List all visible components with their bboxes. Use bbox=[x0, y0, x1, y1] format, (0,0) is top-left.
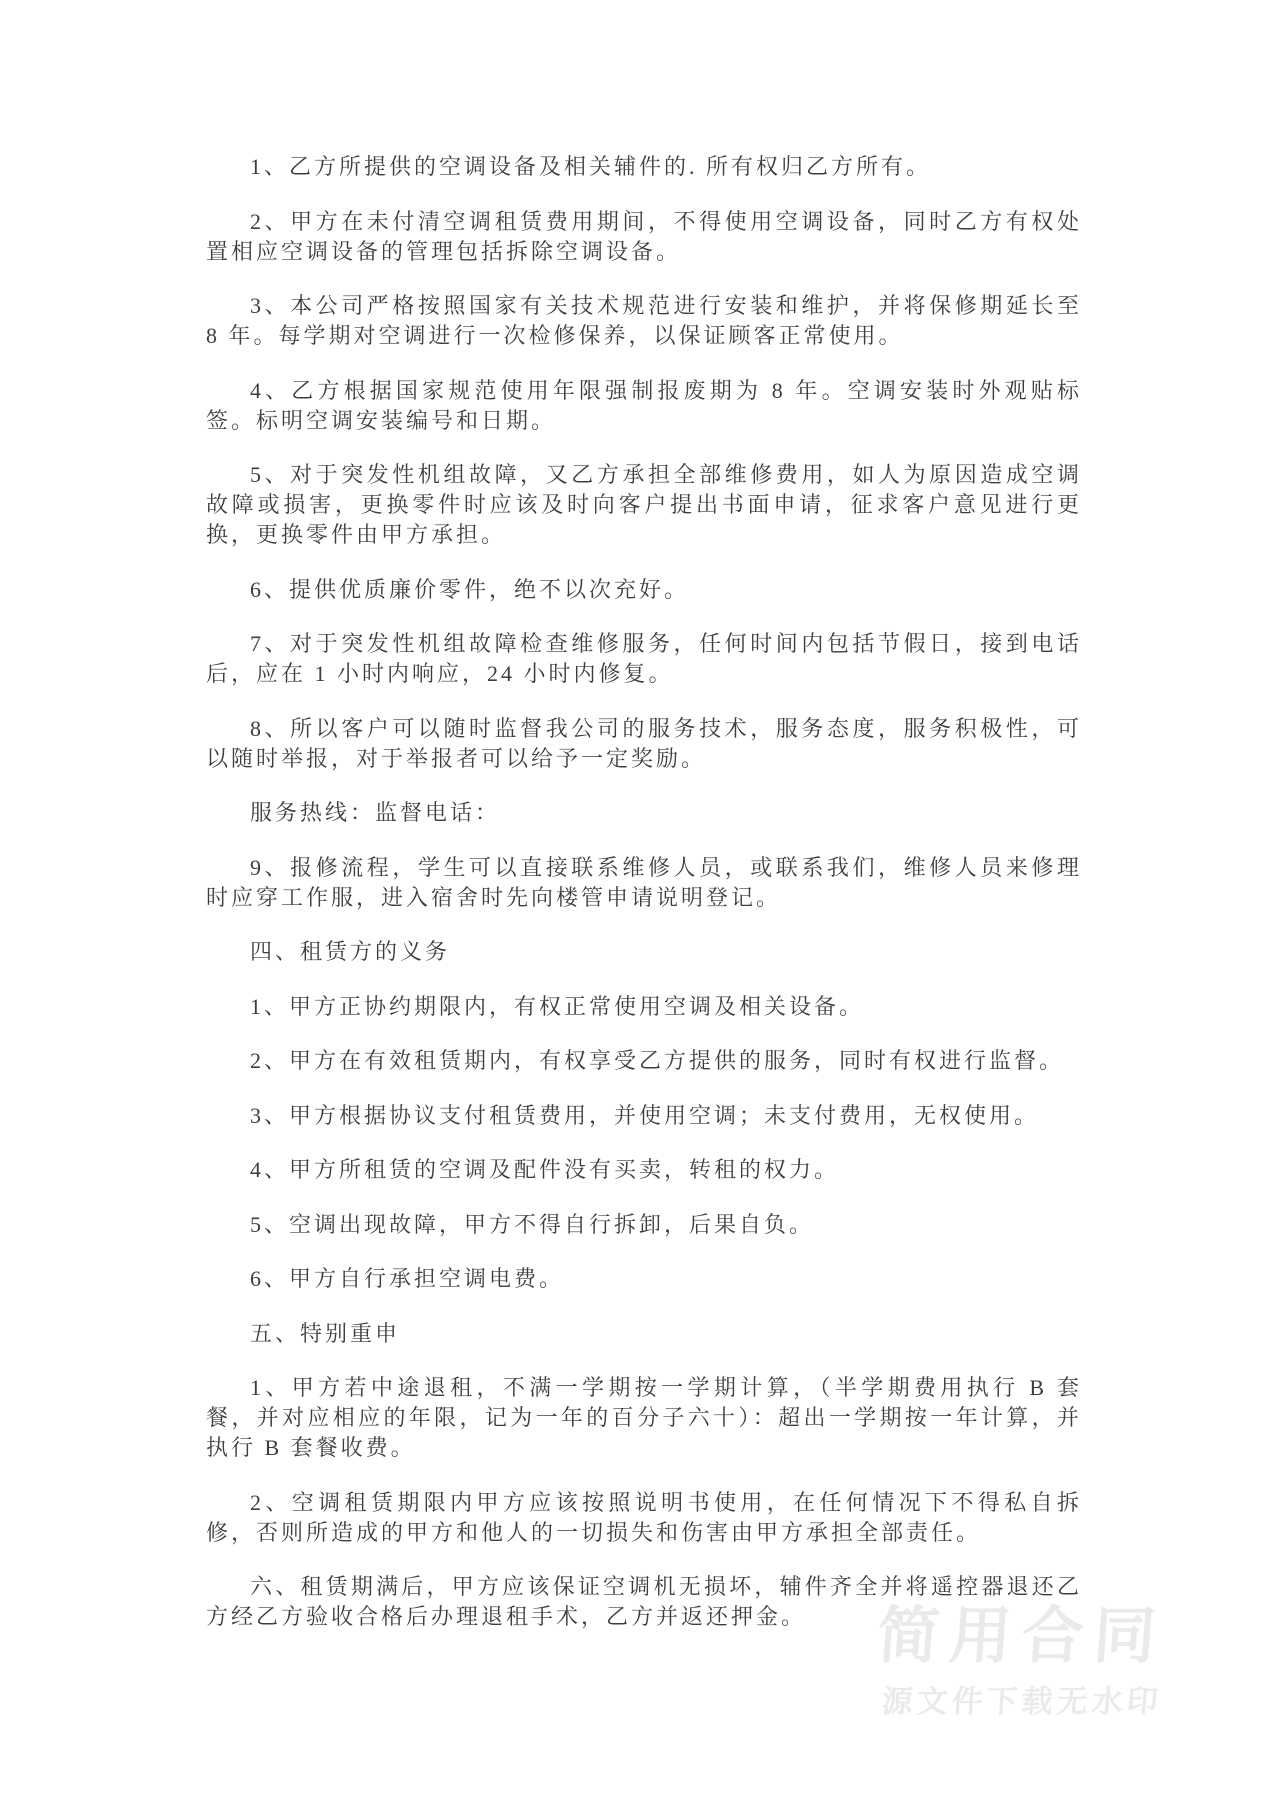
contract-paragraph: 四、租赁方的义务 bbox=[250, 939, 451, 964]
contract-paragraph: 六、租赁期满后，甲方应该保证空调机无损坏，辅件齐全并将遥控器退还乙方经乙方验收合格后办理退租手术，乙方并返还押金。 bbox=[206, 1574, 1082, 1629]
contract-paragraph: 6、提供优质廉价零件，绝不以次充好。 bbox=[250, 576, 690, 602]
contract-paragraph: 1、甲方若中途退租，不满一学期按一学期计算，（半学期费用执行 B 套餐，并对应相应的年限，记为一年的百分子六十）：超出一学期按一年计算，并执行 B 套餐收费。 bbox=[206, 1375, 1082, 1460]
contract-paragraph: 3、本公司严格按照国家有关技术规范进行安装和维护，并将保修期延长至 8 年。每学期对空调进行一次检修保养，以保证顾客正常使用。 bbox=[206, 293, 1082, 348]
contract-paragraph: 6、甲方自行承担空调电费。 bbox=[250, 1266, 565, 1291]
contract-paragraph: 8、所以客户可以随时监督我公司的服务技术，服务态度，服务积极性，可以随时举报，对于举报者可以给予一定奖励。 bbox=[206, 715, 1082, 771]
contract-paragraph: 3、甲方根据协议支付租赁费用，并使用空调；未支付费用，无权使用。 bbox=[250, 1102, 1040, 1128]
contract-paragraph: 1、甲方正协约期限内，有权正常使用空调及相关设备。 bbox=[250, 993, 865, 1019]
contract-paragraph: 2、甲方在有效租赁期内，有权享受乙方提供的服务，同时有权进行监督。 bbox=[250, 1048, 1065, 1073]
watermark-subtitle: 源文件下载无水印 bbox=[880, 1684, 1164, 1719]
contract-paragraph: 5、对于突发性机组故障，又乙方承担全部维修费用，如人为原因造成空调故障或损害，更换零件时应该及时向客户提出书面申请，征求客户意见进行更换，更换零件由甲方承担。 bbox=[206, 462, 1082, 547]
contract-body bbox=[206, 152, 1082, 1657]
contract-paragraph: 5、空调出现故障，甲方不得自行拆卸，后果自负。 bbox=[250, 1211, 815, 1237]
contract-paragraph: 1、乙方所提供的空调设备及相关辅件的. 所有权归乙方所有。 bbox=[250, 154, 932, 179]
contract-paragraph: 2、甲方在未付清空调租赁费用期间，不得使用空调设备，同时乙方有权处置相应空调设备的管理包括拆除空调设备。 bbox=[206, 208, 1082, 264]
contract-paragraph: 4、乙方根据国家规范使用年限强制报废期为 8 年。空调安装时外观贴标签。标明空调安装编号和日期。 bbox=[206, 377, 1082, 433]
contract-paragraph: 五、特别重申 bbox=[250, 1320, 401, 1346]
contract-paragraph: 服务热线：监督电话： bbox=[250, 800, 501, 825]
contract-paragraph: 9、报修流程，学生可以直接联系维修人员，或联系我们，维修人员来修理时应穿工作服，进入宿舍时先向楼管申请说明登记。 bbox=[206, 854, 1082, 910]
contract-paragraph: 4、甲方所租赁的空调及配件没有买卖，转租的权力。 bbox=[250, 1157, 840, 1182]
contract-paragraph: 2、空调租赁期限内甲方应该按照说明书使用，在任何情况下不得私自拆修，否则所造成的甲方和他人的一切损失和伤害由甲方承担全部责任。 bbox=[206, 1489, 1082, 1545]
watermark-logo: 简用合同 bbox=[875, 1602, 1169, 1671]
contract-paragraph: 7、对于突发性机组故障检查维修服务，任何时间内包括节假日，接到电话后，应在 1 小时内响应，24 小时内修复。 bbox=[206, 631, 1082, 686]
